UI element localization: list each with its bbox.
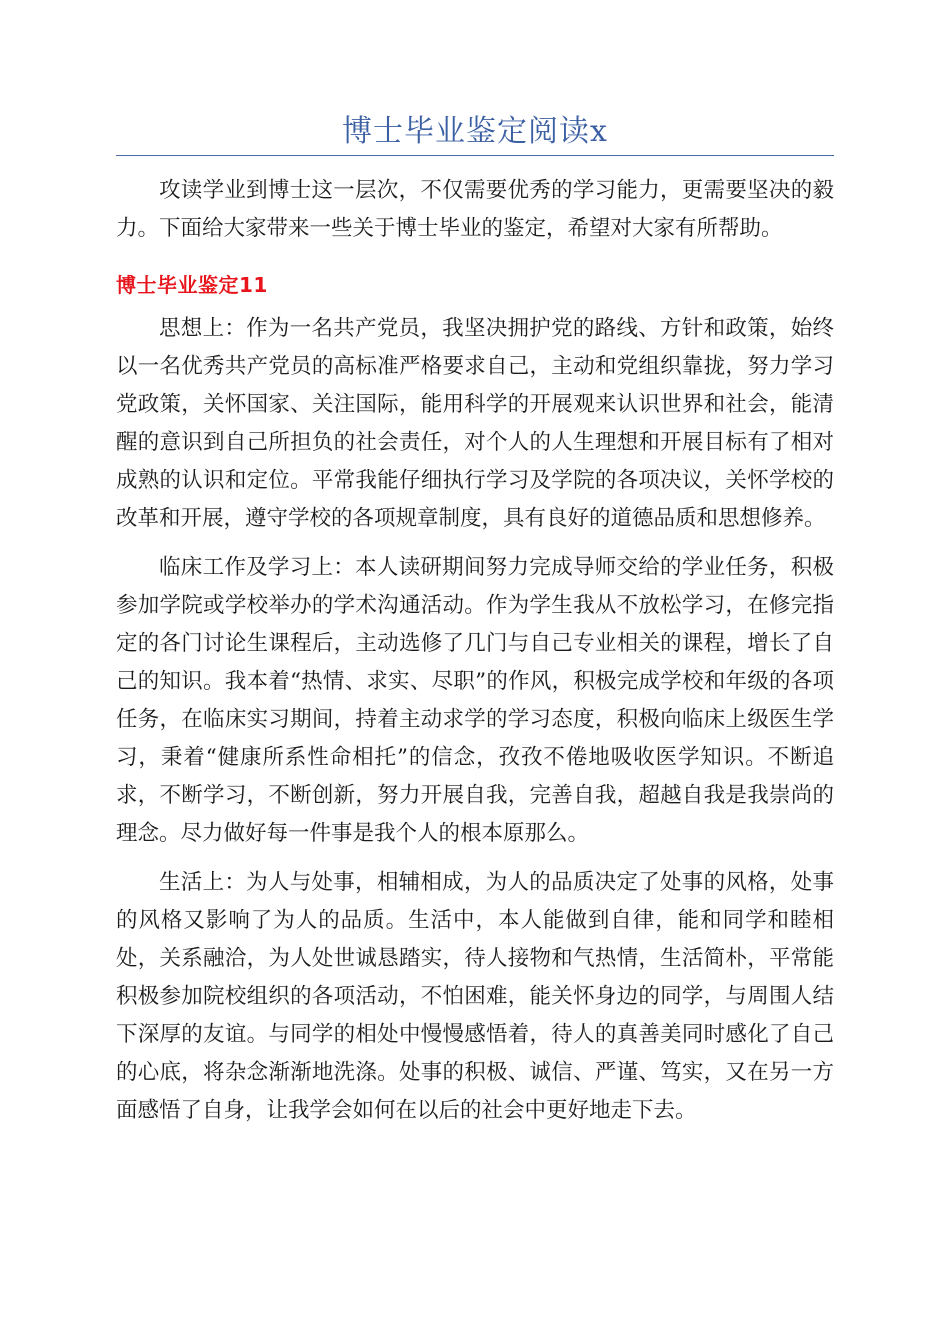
section-heading: 博士毕业鉴定11 bbox=[116, 273, 268, 297]
intro-paragraph: 攻读学业到博士这一层次，不仅需要优秀的学习能力，更需要坚决的毅力。下面给大家带来一些关于博士毕业的鉴定，希望对大家有所帮助。 bbox=[116, 178, 834, 241]
paragraph-daily-life: 生活上：为人与处事，相辅相成，为人的品质决定了处事的风格，处事的风格又影响了为人的品质。生活中，本人能做到自律，能和同学和睦相处，关系融洽，为人处世诚恳踏实，待人接物和气热情，生活简朴，平常能积极参加院校组织的各项活动，不怕困难，能关怀身边的同学，与周围人结下深厚的友谊。与同学的相处中慢慢感悟着，待人的真善美同时感化了自己的心底，将杂念渐渐地洗涤。处事的积极、诚信、严谨、笃实，又在另一方面感悟了自身，让我学会如何在以后的社会中更好地走下去。 bbox=[116, 870, 834, 1123]
document-body bbox=[116, 172, 834, 1130]
title-underline-rule bbox=[116, 155, 834, 156]
paragraph-ideology: 思想上：作为一名共产党员，我坚决拥护党的路线、方针和政策，始终以一名优秀共产党员的高标准严格要求自己，主动和党组织靠拢，努力学习党政策，关怀国家、关注国际，能用科学的开展观来认识世界和社会，能清醒的意识到自己所担负的社会责任，对个人的人生理想和开展目标有了相对成熟的认识和定位。平常我能仔细执行学习及学院的各项决议，关怀学校的改革和开展，遵守学校的各项规章制度，具有良好的道德品质和思想修养。 bbox=[116, 316, 834, 531]
document-title: 博士毕业鉴定阅读x bbox=[342, 114, 608, 149]
paragraph-clinical-work: 临床工作及学习上：本人读研期间努力完成导师交给的学业任务，积极参加学院或学校举办的学术沟通活动。作为学生我从不放松学习，在修完指定的各门讨论生课程后，主动选修了几门与自己专业相关的课程，增长了自己的知识。我本着“热情、求实、尽职”的作风，积极完成学校和年级的各项任务，在临床实习期间，持着主动求学的学习态度，积极向临床上级医生学习，秉着“健康所系性命相托”的信念，孜孜不倦地吸收医学知识。不断追求，不断学习，不断创新，努力开展自我，完善自我，超越自我是我崇尚的理念。尽力做好每一件事是我个人的根本原那么。 bbox=[116, 555, 834, 846]
